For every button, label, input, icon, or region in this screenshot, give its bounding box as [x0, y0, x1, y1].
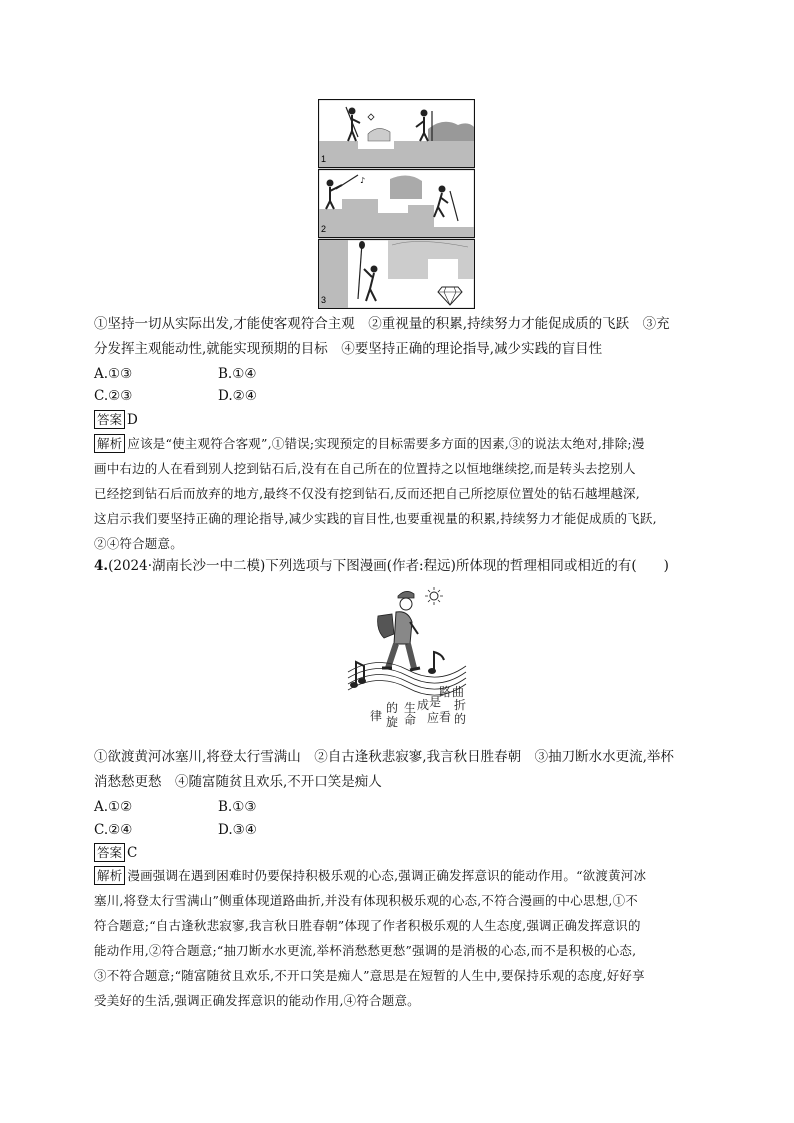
- svg-text:看: 看: [439, 710, 452, 724]
- analysis-tag: 解析: [94, 434, 125, 453]
- q4-question: [94, 556, 669, 576]
- digging-cartoon: [318, 99, 475, 309]
- q3-option-d[interactable]: D.②④: [218, 388, 257, 404]
- q4-option-a[interactable]: A.①②: [94, 799, 133, 815]
- sun-icon: [425, 587, 443, 605]
- analysis-line: 画中右边的人在看到别人挖到钻石后,没有在自己所在的位置持之以恒地继续挖,而是转头去挖别人: [94, 461, 636, 476]
- q4-statements-line-1: ①欲渡黄河冰塞川,将登太行雪满山 ②自古逢秋悲寂寥,我言秋日胜春朝 ③抽刀断水水更流,举杯: [94, 749, 674, 765]
- music-note-icon: [350, 662, 366, 688]
- answer-tag: 答案: [94, 410, 125, 429]
- q4-option-d[interactable]: D.③④: [218, 822, 257, 838]
- analysis-line: 符合题意;“自古逢秋悲寂寥,我言秋日胜春朝”体现了作者积极乐观的人生态度,强调正确发挥意识的: [94, 918, 641, 933]
- analysis-line: 这启示我们要坚持正确的理论指导,减少实践的盲目性,也要重视量的积累,持续努力才能促成质的飞跃,: [94, 511, 657, 526]
- q3-option-a[interactable]: A.①③: [94, 366, 133, 382]
- analysis-line: 漫画强调在遇到困难时仍要保持积极乐观的心态,强调正确发挥意识的能动作用。“欲渡黄河冰: [127, 868, 647, 883]
- svg-text:路: 路: [439, 685, 452, 699]
- q3-answer: [94, 410, 138, 430]
- analysis-line: 受美好的生活,强调正确发挥意识的能动作用,④符合题意。: [94, 993, 420, 1008]
- analysis-line: ③不符合题意;“随富随贫且欢乐,不开口笑是痴人”意思是在短暂的人生中,要保持乐观的态度,好好享: [94, 968, 645, 983]
- q3-statements-line-2: 分发挥主观能动性,就能实现预期的目标 ④要坚持正确的理论指导,减少实践的盲目性: [94, 341, 603, 357]
- analysis-line: 塞川,将登太行雪满山”侧重体现道路曲折,并没有体现积极乐观的心态,不符合漫画的中心思想,①不: [94, 893, 638, 908]
- panel-number-1: 1: [321, 154, 327, 164]
- analysis-tag: 解析: [94, 866, 125, 885]
- cartoon-panel-2: [319, 170, 475, 238]
- svg-text:的: 的: [386, 701, 399, 715]
- svg-text:生: 生: [404, 701, 417, 715]
- q4-answer: [94, 843, 137, 863]
- q3-option-c[interactable]: C.②③: [94, 388, 133, 404]
- svg-text:命: 命: [404, 713, 417, 727]
- answer-value: D: [127, 412, 138, 428]
- answer-tag: 答案: [94, 843, 125, 862]
- q4-option-b[interactable]: B.①③: [218, 799, 257, 815]
- hiker-cartoon: [338, 582, 468, 730]
- svg-text:的: 的: [454, 712, 467, 726]
- q3-option-b[interactable]: B.①④: [218, 366, 257, 382]
- q3-statements-line-1: ①坚持一切从实际出发,才能使客观符合主观 ②重视量的积累,持续努力才能促成质的飞跃 ③充: [94, 316, 670, 332]
- music-note-icon: [428, 652, 444, 674]
- svg-text:应: 应: [427, 711, 440, 725]
- svg-text:♪: ♪: [360, 176, 366, 185]
- analysis-line: 已经挖到钻石后而放弃的地方,最终不仅没有挖到钻石,反而还把自己所挖原位置处的钻石越埋越深,: [94, 486, 640, 501]
- cartoon-caption: [370, 684, 466, 729]
- q4-number: 4.: [94, 558, 109, 574]
- svg-text:律: 律: [370, 709, 383, 723]
- panel-number-3: 3: [321, 295, 327, 305]
- answer-value: C: [127, 845, 138, 861]
- svg-text:是: 是: [429, 695, 442, 709]
- q4-option-c[interactable]: C.②④: [94, 822, 133, 838]
- q4-source: (2024·湖南长沙一中二模): [108, 558, 266, 574]
- svg-text:成: 成: [417, 698, 430, 712]
- q4-stem: 下列选项与下图漫画(作者:程远)所体现的哲理相同或相近的有( ): [265, 558, 669, 574]
- analysis-line: 能动作用,②符合题意;“抽刀断水水更流,举杯消愁愁更愁”强调的是消极的心态,而不是积极的心态,: [94, 943, 637, 958]
- svg-text:折: 折: [454, 698, 467, 712]
- analysis-line: ②④符合题意。: [94, 536, 183, 551]
- panel-number-2: 2: [321, 224, 327, 234]
- cartoon-panel-1: [319, 100, 475, 168]
- svg-text:旋: 旋: [386, 715, 399, 729]
- analysis-line: 应该是“使主观符合客观”,①错误;实现预定的目标需要多方面的因素,③的说法太绝对,排除;漫: [127, 436, 645, 451]
- cartoon-panel-3: [319, 240, 475, 309]
- svg-text:曲: 曲: [452, 685, 465, 699]
- q4-statements-line-2: 消愁愁更愁 ④随富随贫且欢乐,不开口笑是痴人: [94, 774, 382, 790]
